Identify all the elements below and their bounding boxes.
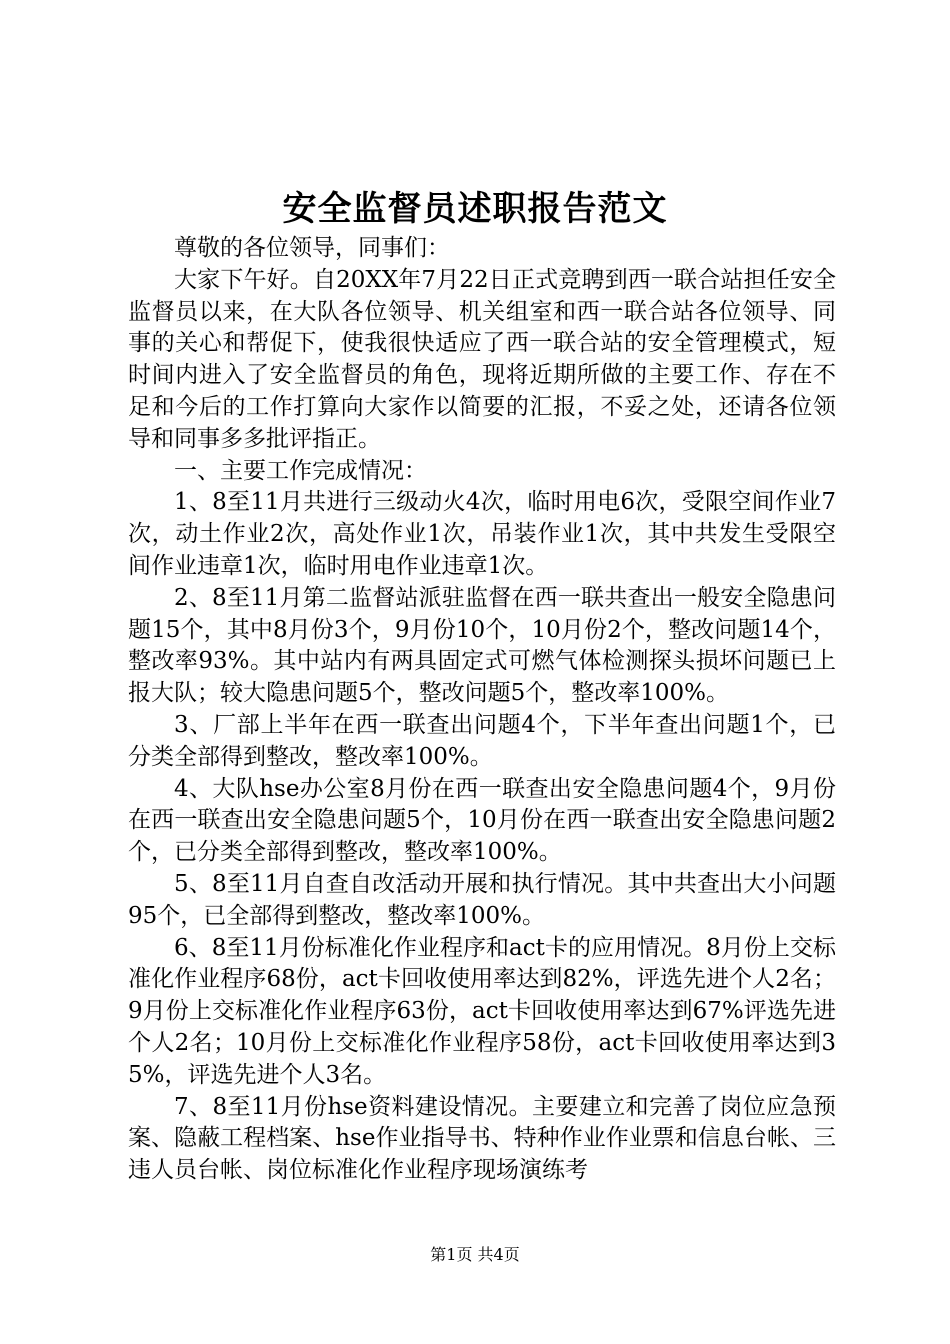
section-heading: 一、主要工作完成情况： [174,457,427,484]
paragraph-salutation: 尊敬的各位领导，同事们： [174,235,450,261]
page-footer: 第1页 共4页 [430,1245,520,1264]
list-item: 7、8至11月份hse资料建设情况。主要建立和完善了岗位应急预案、隐蔽工程档案、hse作业指导书、特种作业作业票和信息台帐、三违人员台帐、岗位标准化作业程序现场演练考 [128,1093,836,1184]
list-item: 5、8至11月自查自改活动开展和执行情况。其中共查出大小问题95个，已全部得到整改，整改率100%。 [128,870,836,929]
list-item: 3、厂部上半年在西一联查出问题4个，下半年查出问题1个，已分类全部得到整改，整改率100%。 [128,711,836,770]
list-item: 4、大队hse办公室8月份在西一联查出安全隐患问题4个，9月份在西一联查出安全隐患问题5个，10月份在西一联查出安全隐患问题2个，已分类全部得到整改，整改率100%。 [128,775,836,866]
document-body [128,233,836,1187]
list-item: 1、8至11月共进行三级动火4次，临时用电6次，受限空间作业7次，动土作业2次，高处作业1次，吊装作业1次，其中共发生受限空间作业违章1次，临时用电作业违章1次。 [128,489,836,579]
list-item: 6、8至11月份标准化作业程序和act卡的应用情况。8月份上交标准化作业程序68份，act卡回收使用率达到82%，评选先进个人2名；9月份上交标准化作业程序63份，act卡回收使用率达到67%评选先进个人2名；10月份上交标准化作业程序58份，act卡回收使用率达到35%，评选先进个人3名。 [128,934,836,1088]
paragraph-intro: 大家下午好。自20XX年7月22日正式竞聘到西一联合站担任安全监督员以来，在大队各位领导、机关组室和西一联合站各位领导、同事的关心和帮促下，使我很快适应了西一联合站的安全管理模式，短时间内进入了安全监督员的角色，现将近期所做的主要工作、存在不足和今后的工作打算向大家作以简要的汇报，不妥之处，还请各位领导和同事多多批评指正。 [128,266,836,452]
list-item: 2、8至11月第二监督站派驻监督在西一联共查出一般安全隐患问题15个，其中8月份3个，9月份10个，10月份2个，整改问题14个，整改率93%。其中站内有两具固定式可燃气体检测探头损坏问题已上报大队；较大隐患问题5个，整改问题5个，整改率100%。 [128,584,836,707]
document-title: 安全监督员述职报告范文 [282,189,668,229]
